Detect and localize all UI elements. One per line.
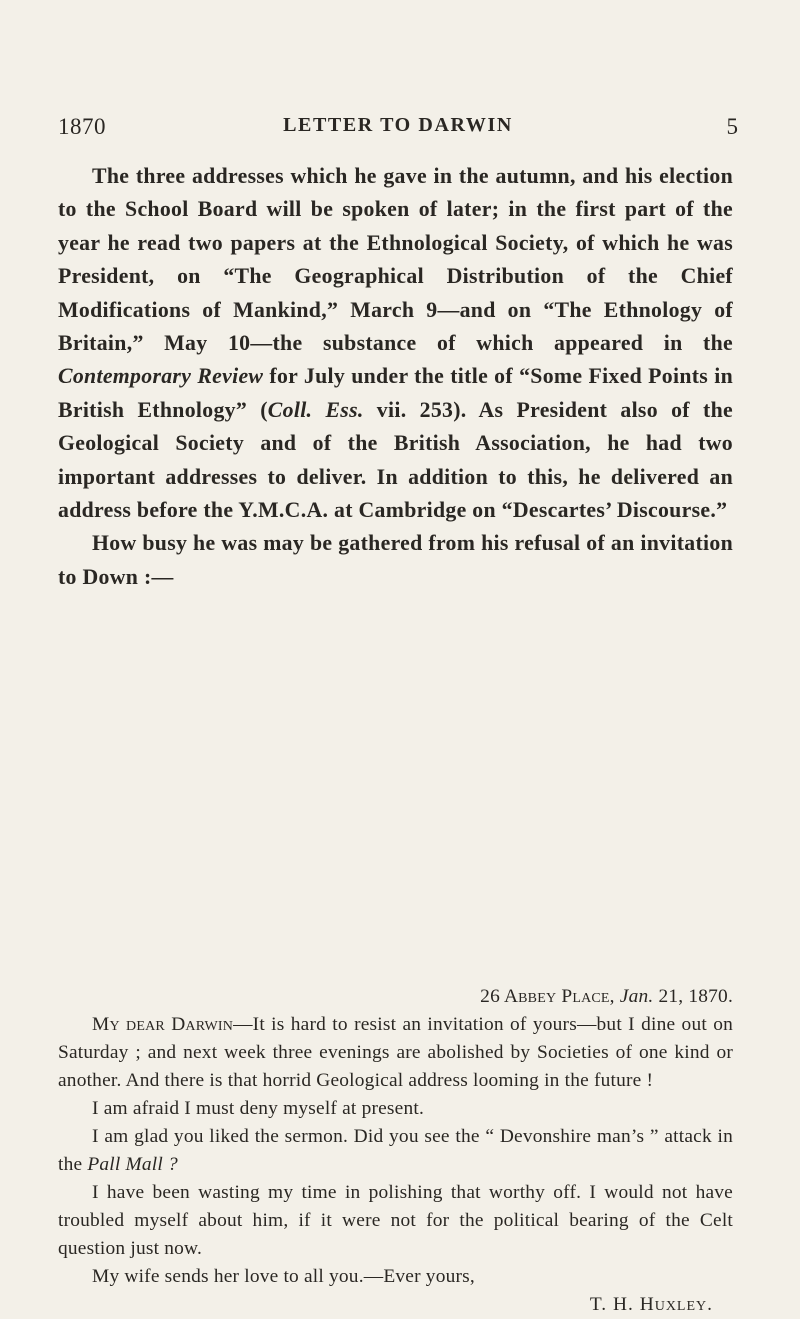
- letter-date: 21, 1870.: [653, 986, 733, 1007]
- letter-paragraph-2: I am afraid I must deny myself at present.: [92, 1098, 425, 1119]
- contemporary-review-title: Contemporary Review: [58, 364, 264, 389]
- paragraph-busy: How busy he was may be gathered from his refusal of an invitation to Down :—: [58, 531, 733, 589]
- letter-month: Jan.: [619, 986, 654, 1007]
- paragraph-addresses: [58, 160, 733, 527]
- paragraph-1-part-c: vii. 253). As President also of the Geological Society and of the British Association, he had two important addresses to deliver. In addition to this, he delivered an address before the Y.M.C.A. at Cambridge on “Descartes’ Discourse.”: [58, 397, 733, 523]
- letter-paragraph-3: [58, 1123, 733, 1179]
- letter-paragraph-4: I have been wasting my time in polishing that worthy off. I would not have troubled myself about him, if it were not for the political bearing of the Celt question just now.: [58, 1182, 733, 1259]
- pall-mall-title: Pall Mall ?: [87, 1154, 178, 1175]
- letter-to-darwin: [58, 983, 733, 1319]
- running-head-title: LETTER TO DARWIN: [283, 114, 513, 136]
- page-number: 5: [726, 114, 738, 139]
- letter-signature: T. H. Huxley.: [589, 1294, 713, 1315]
- paragraph-1-part-b: for July under the title of “Some Fixed Points in British Ethnology” (: [58, 364, 733, 422]
- paragraph-1-part-a: The three addresses which he gave in the autumn, and his election to the School Board will be spoken of later; in the first part of the year he read two papers at the Ethnological Society, of which he was President, on “The Geographical Distribution of the Chief Modifications of Mankind,” March 9—and on “The Ethnology of Britain,” May 10—the substance of which appeared in the: [58, 164, 733, 356]
- letter-dateline: [58, 983, 733, 1011]
- letter-paragraph-1: [58, 1011, 733, 1095]
- letter-paragraph-3-text: I am glad you liked the sermon. Did you see the “ Devonshire man’s ” attack in the: [58, 1126, 733, 1175]
- letter-paragraph-1-text: —It is hard to resist an invitation of yours—but I dine out on Saturday ; and next week three evenings are abolished by Societies of one kind or another. And there is that horrid Geological address looming in the future !: [58, 1014, 733, 1091]
- letter-paragraph-5: My wife sends her love to all you.—Ever yours,: [92, 1266, 475, 1287]
- letter-address: 26 Abbey Place,: [480, 986, 615, 1007]
- coll-ess-title: Coll. Ess.: [267, 397, 364, 422]
- letter-salutation: My dear Darwin: [92, 1014, 234, 1035]
- running-head-year: 1870: [58, 114, 106, 139]
- running-head: [58, 114, 738, 148]
- narrative-text: [58, 160, 733, 594]
